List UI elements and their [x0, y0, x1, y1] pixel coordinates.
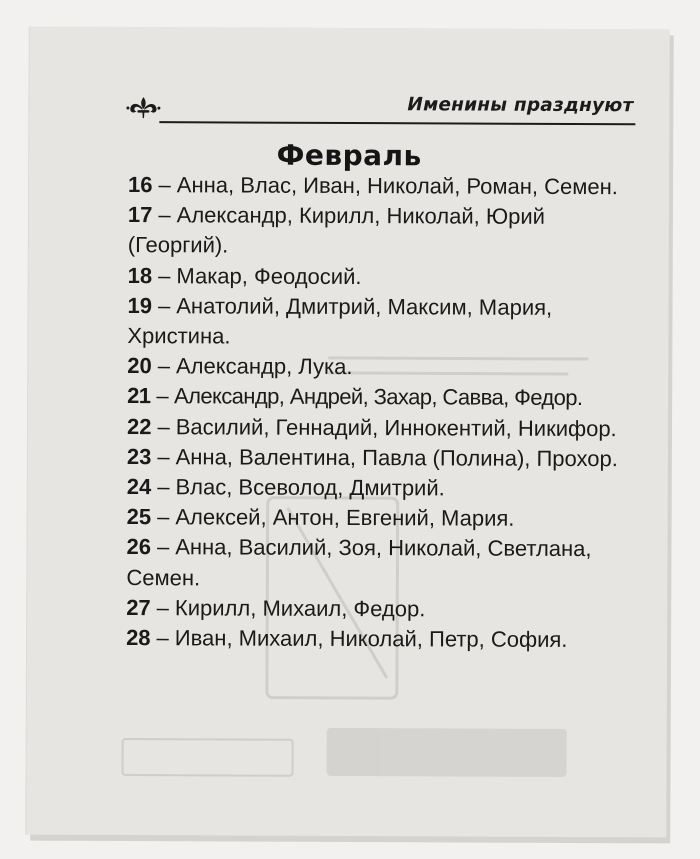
names-text: Анна, Влас, Иван, Николай, Роман, Семен. — [176, 172, 618, 200]
name-day-entry: 25 – Алексей, Антон, Евгений, Мария. — [126, 504, 515, 531]
name-day-entry: 23 – Анна, Валентина, Павла (Полина), Прохор. — [126, 443, 618, 472]
newspaper-clipping — [26, 27, 670, 838]
day-number: 22 — [126, 413, 152, 439]
name-day-entry: 21 – Александр, Андрей, Захар, Савва, Федор. — [127, 383, 583, 411]
name-day-list — [126, 170, 626, 655]
day-number: 24 — [126, 474, 152, 500]
names-text: Кирилл, Михаил, Федор. — [174, 595, 426, 622]
name-day-entry: 27 – Кирилл, Михаил, Федор. — [126, 594, 426, 622]
day-number: 16 — [128, 172, 153, 198]
names-text: Александр, Кирилл, Николай, Юрий (Георгий). — [127, 202, 545, 258]
day-number: 19 — [127, 292, 153, 318]
name-day-entry: 28 – Иван, Михаил, Николай, Петр, София. — [126, 625, 568, 653]
names-text: Влас, Всеволод, Дмитрий. — [175, 474, 445, 501]
names-text: Иван, Михаил, Николай, Петр, София. — [174, 625, 568, 653]
name-day-entry: 16 – Анна, Влас, Иван, Николай, Роман, Семен. — [128, 172, 618, 200]
names-text: Алексей, Антон, Евгений, Мария. — [175, 504, 515, 531]
day-number: 17 — [127, 202, 153, 228]
day-number: 21 — [127, 383, 151, 409]
names-text: Анатолий, Дмитрий, Максим, Мария, Христина. — [127, 293, 553, 349]
name-day-entry: 22 – Василий, Геннадий, Иннокентий, Никифор. — [126, 413, 617, 441]
section-header — [125, 93, 637, 135]
name-day-entry: 26 – Анна, Василий, Зоя, Николай, Светлана, Семен. — [126, 534, 592, 590]
header-title: Именины празднуют — [407, 94, 634, 117]
day-number: 20 — [127, 353, 152, 379]
names-text: Александр, Лука. — [175, 353, 353, 380]
header-rule — [159, 121, 635, 125]
month-title: Февраль — [276, 138, 422, 173]
day-number: 26 — [126, 534, 152, 560]
name-day-entry: 24 – Влас, Всеволод, Дмитрий. — [126, 474, 445, 501]
names-text: Анна, Василий, Зоя, Николай, Светлана, Семен. — [126, 534, 592, 590]
day-number: 28 — [126, 625, 151, 651]
fleur-de-lis-icon — [125, 93, 161, 121]
name-day-entry: 20 – Александр, Лука. — [127, 353, 353, 380]
day-number: 23 — [126, 443, 152, 469]
names-text: Макар, Феодосий. — [176, 262, 362, 289]
name-day-entry: 19 – Анатолий, Дмитрий, Максим, Мария, Христина. — [127, 292, 553, 349]
day-number: 27 — [126, 594, 151, 620]
names-text: Василий, Геннадий, Иннокентий, Никифор. — [175, 413, 617, 441]
day-number: 25 — [126, 504, 152, 530]
name-day-entry: 18 – Макар, Феодосий. — [127, 262, 362, 289]
name-day-entry: 17 – Александр, Кирилл, Николай, Юрий (Георгий). — [127, 202, 545, 258]
day-number: 18 — [127, 262, 153, 288]
names-text: Анна, Валентина, Павла (Полина), Прохор. — [175, 444, 618, 472]
names-text: Александр, Андрей, Захар, Савва, Федор. — [174, 383, 583, 411]
